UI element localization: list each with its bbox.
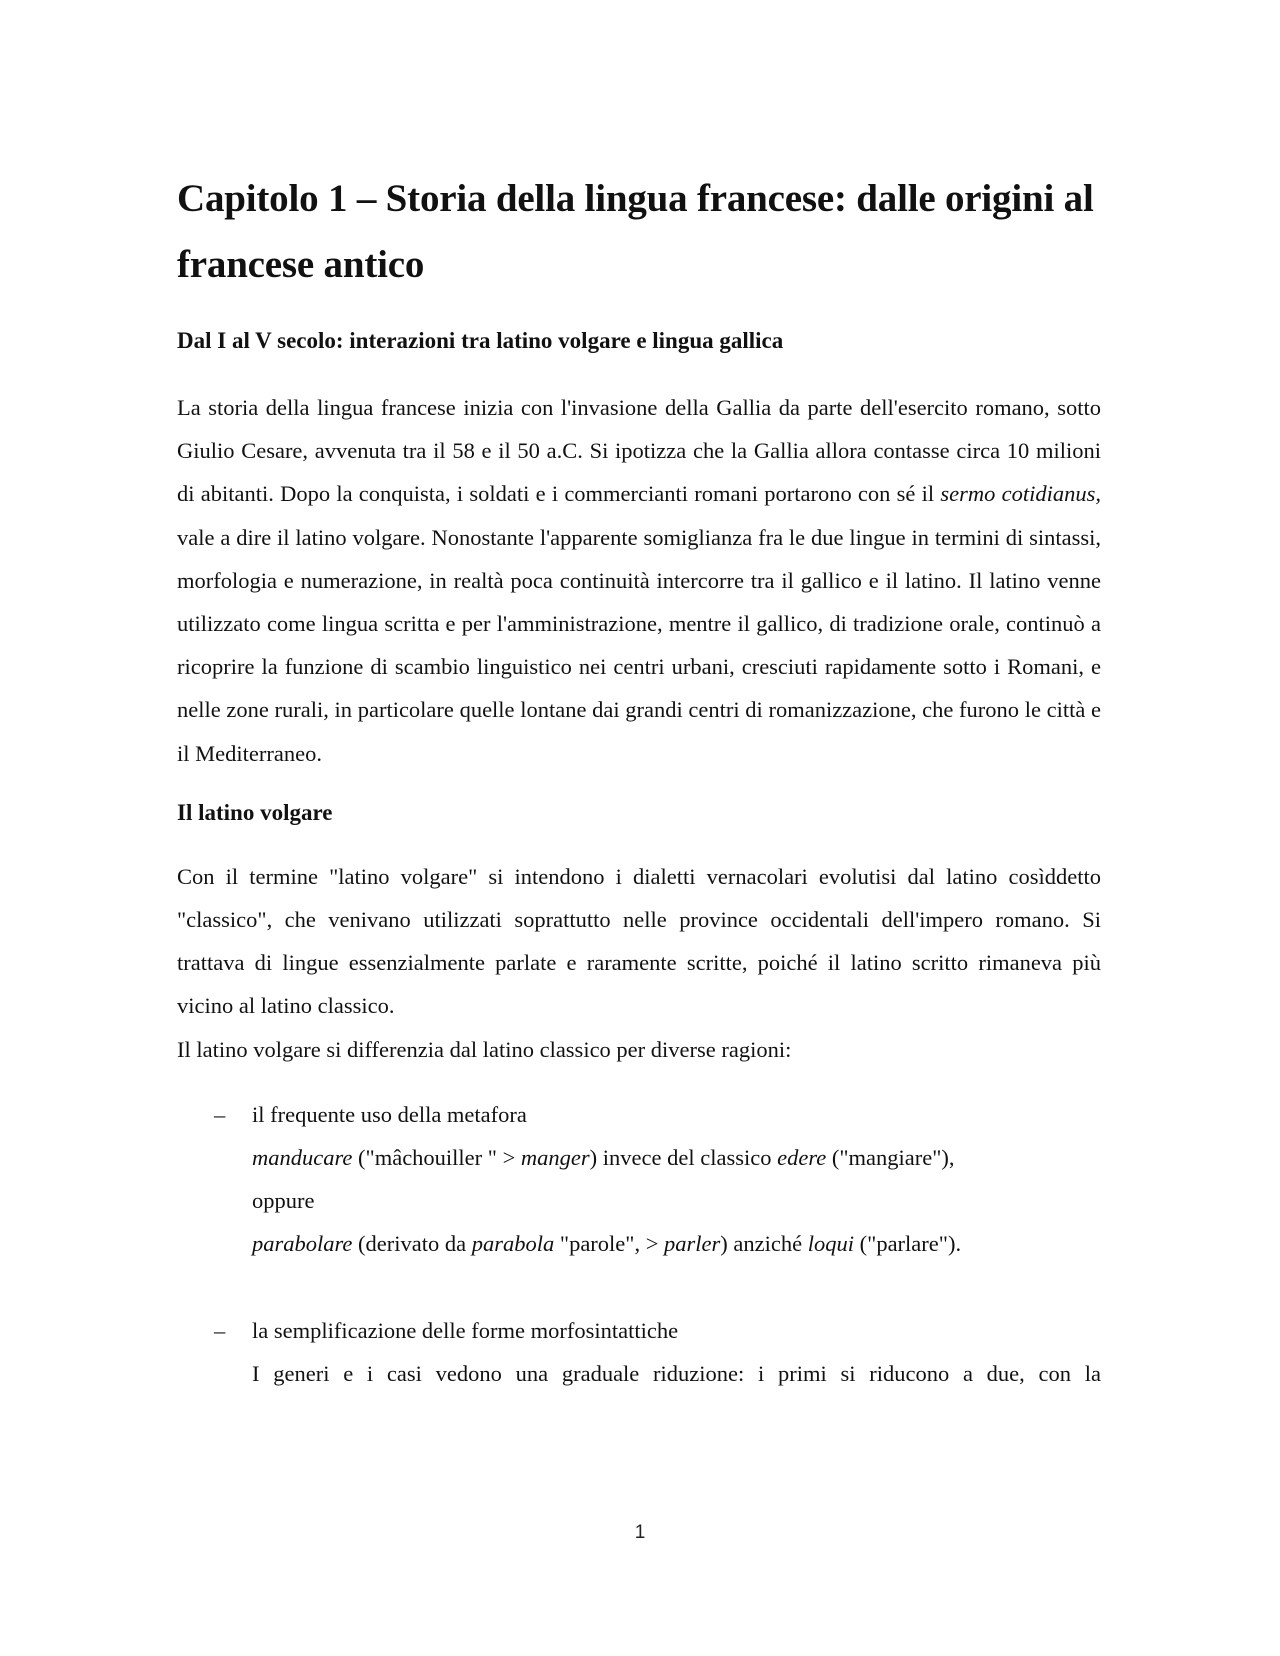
list-item-title: la semplificazione delle forme morfosintattiche (252, 1317, 679, 1343)
differences-list (177, 1093, 1101, 1395)
italic-term: sermo cotidianus, (940, 481, 1101, 507)
italic-term: edere (777, 1145, 827, 1171)
paragraph-text: La storia della lingua francese inizia con l'invasione della Gallia da parte dell'esercito romano, sotto Giulio Cesare, avvenuta tra il 58 e il 50 a.C. Si ipotizza che la Gallia allora contasse circa 10 milioni di abitanti. Dopo la conquista, i soldati e i commercianti romani portarono con sé il (177, 395, 1101, 507)
list-item-title: il frequente uso della metafora (252, 1101, 527, 1127)
example-text: ("mâchouiller " > (352, 1145, 521, 1171)
example-text: ) invece del classico (589, 1145, 778, 1171)
section-heading-vulgar-latin: Il latino volgare (177, 799, 333, 825)
example-text: ("parlare"). (854, 1231, 962, 1257)
italic-term: parabolare (252, 1231, 353, 1257)
page-content (177, 166, 1101, 1395)
example-text: ("mangiare"), (826, 1145, 955, 1171)
example-text: ) anziché (720, 1231, 808, 1257)
paragraph-history (177, 386, 1101, 775)
italic-term: parler (664, 1231, 721, 1257)
italic-term: parabola (471, 1231, 555, 1257)
example-line (252, 1222, 1101, 1265)
dash-marker: – (214, 1317, 226, 1343)
page-number: 1 (634, 1522, 646, 1543)
paragraph-differences-intro: Il latino volgare si differenzia dal latino classico per diverse ragioni: (177, 1036, 792, 1062)
example-text: "parole", > (554, 1231, 665, 1257)
italic-term: loqui (807, 1231, 855, 1257)
paragraph-text: vale a dire il latino volgare. Nonostante l'apparente somiglianza fra le due lingue in termini di sintassi, morfologia e numerazione, in realtà poca continuità intercorre tra il gallico e il latino. Il latino venne utilizzato come lingua scritta e per l'amministrazione, mentre il gallico, di tradizione orale, continuò a ricoprire la funzione di scambio linguistico nei centri urbani, cresciuti rapidamente sotto i Romani, e nelle zone rurali, in particolare quelle lontane dai grandi centri di romanizzazione, che furono le città e il Mediterraneo. (177, 524, 1101, 766)
list-item (177, 1309, 1101, 1395)
italic-term: manger (520, 1145, 590, 1171)
example-text: (derivato da (352, 1231, 472, 1257)
list-item-text: I generi e i casi vedono una graduale riduzione: i primi si riducono a due, con la (252, 1360, 1101, 1386)
section-heading-origins: Dal I al V secolo: interazioni tra latino volgare e lingua gallica (177, 328, 784, 353)
paragraph-vulgar-latin: Con il termine "latino volgare" si intendono i dialetti vernacolari evolutisi dal latino cosìddetto "classico", che venivano utilizzati soprattutto nelle province occidentali dell'impero romano. Si trattava di lingue essenzialmente parlate e raramente scritte, poiché il latino scritto rimaneva più vicino al latino classico. (177, 863, 1101, 1019)
dash-marker: – (214, 1101, 226, 1127)
chapter-title: Capitolo 1 – Storia della lingua francese: dalle origini al francese antico (177, 177, 1094, 286)
example-line (252, 1136, 1101, 1179)
connector-word: oppure (252, 1188, 315, 1214)
italic-term: manducare (252, 1145, 353, 1171)
list-item (177, 1093, 1101, 1266)
